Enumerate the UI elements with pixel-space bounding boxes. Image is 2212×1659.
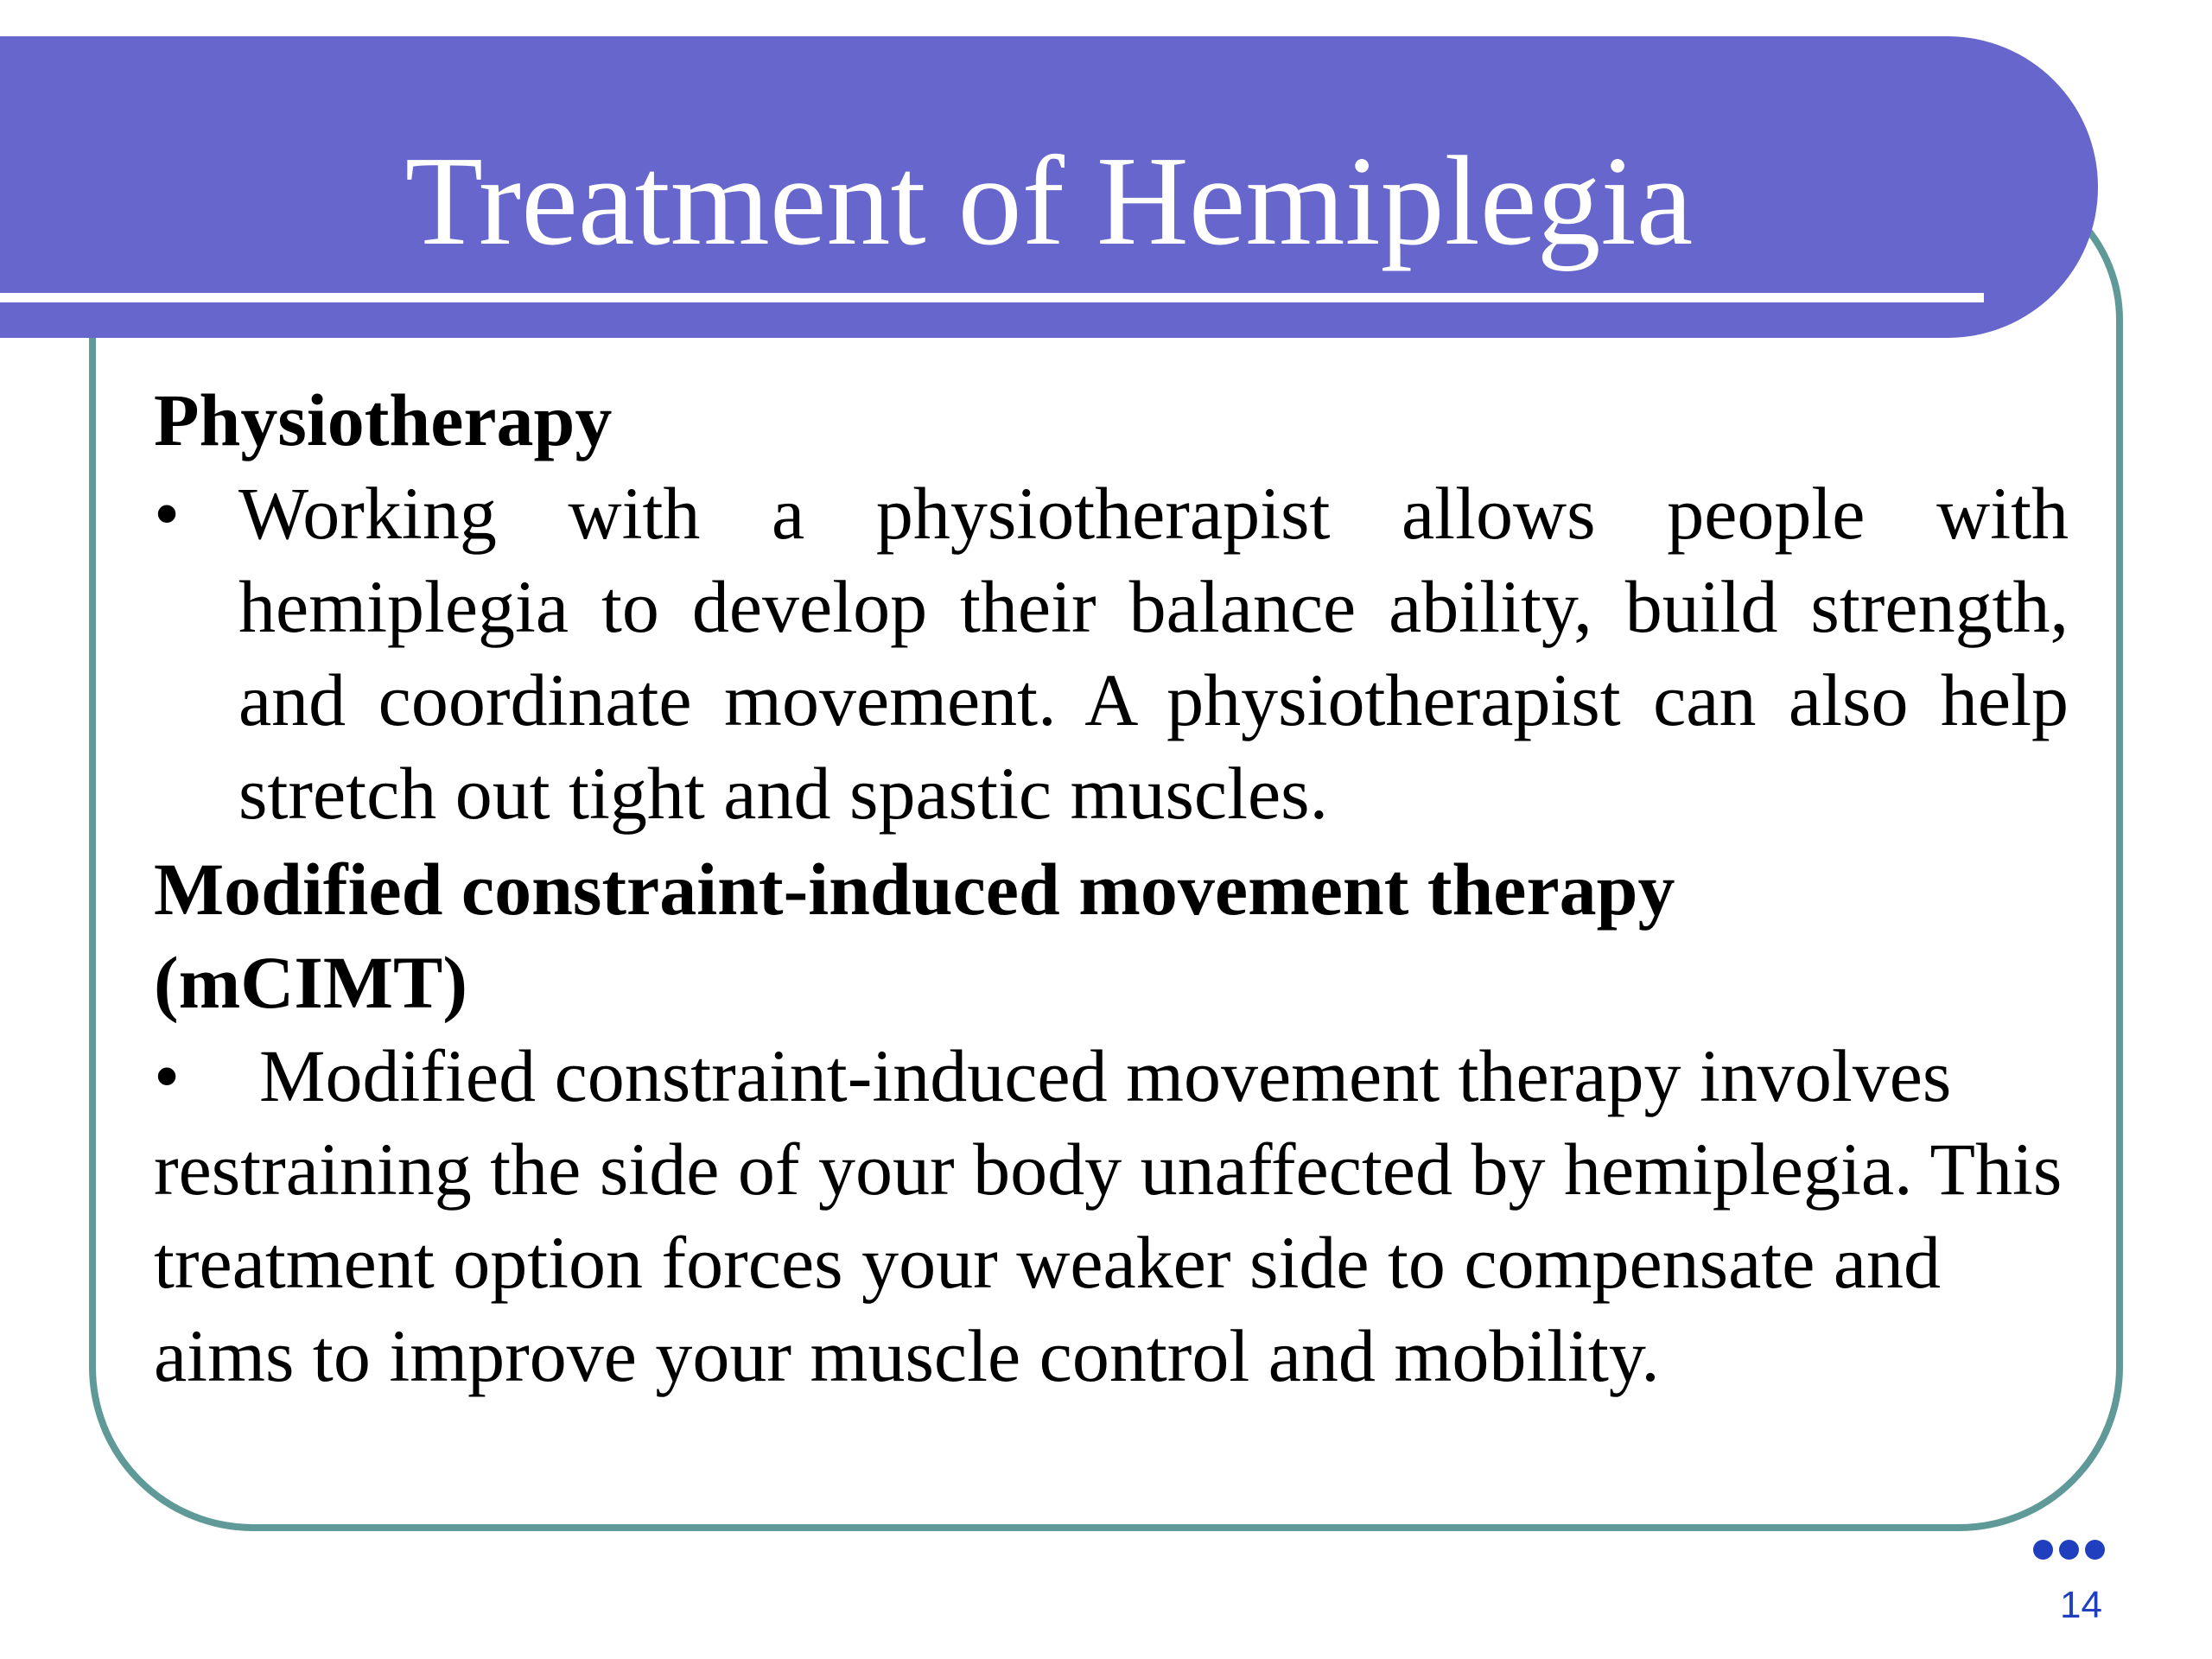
- nav-dot: [2059, 1540, 2079, 1560]
- bullet-icon: •: [154, 1034, 181, 1117]
- bullet-icon: •: [154, 472, 181, 555]
- nav-dot: [2033, 1540, 2053, 1560]
- nav-dot: [2085, 1540, 2105, 1560]
- section-heading-mcimt-abbrev: (mCIMT): [154, 941, 468, 1024]
- section-heading-mcimt: Modified constraint-induced movement therapy: [154, 848, 1675, 931]
- section-heading-physiotherapy: Physiotherapy: [154, 378, 613, 461]
- ellipsis-icon[interactable]: [2033, 1540, 2105, 1560]
- page-number: 14: [2060, 1584, 2102, 1626]
- slide-title: Treatment of Hemiplegia: [404, 130, 1694, 272]
- bullet-text-mcimt: Modified constraint-induced movement therapy involves restraining the side of your body unaffected by hemiplegia. This treatment option forces your weaker side to compensate and aims to improve your muscle control and mobility.: [154, 1034, 2063, 1397]
- title-underline: [0, 293, 1984, 302]
- bullet-text-physiotherapy: Working with a physiotherapist allows people with hemiplegia to develop their balance ability, build strength, and coordinate movement. A physiotherapist can also help stretch out tight and spastic muscles.: [238, 472, 2069, 835]
